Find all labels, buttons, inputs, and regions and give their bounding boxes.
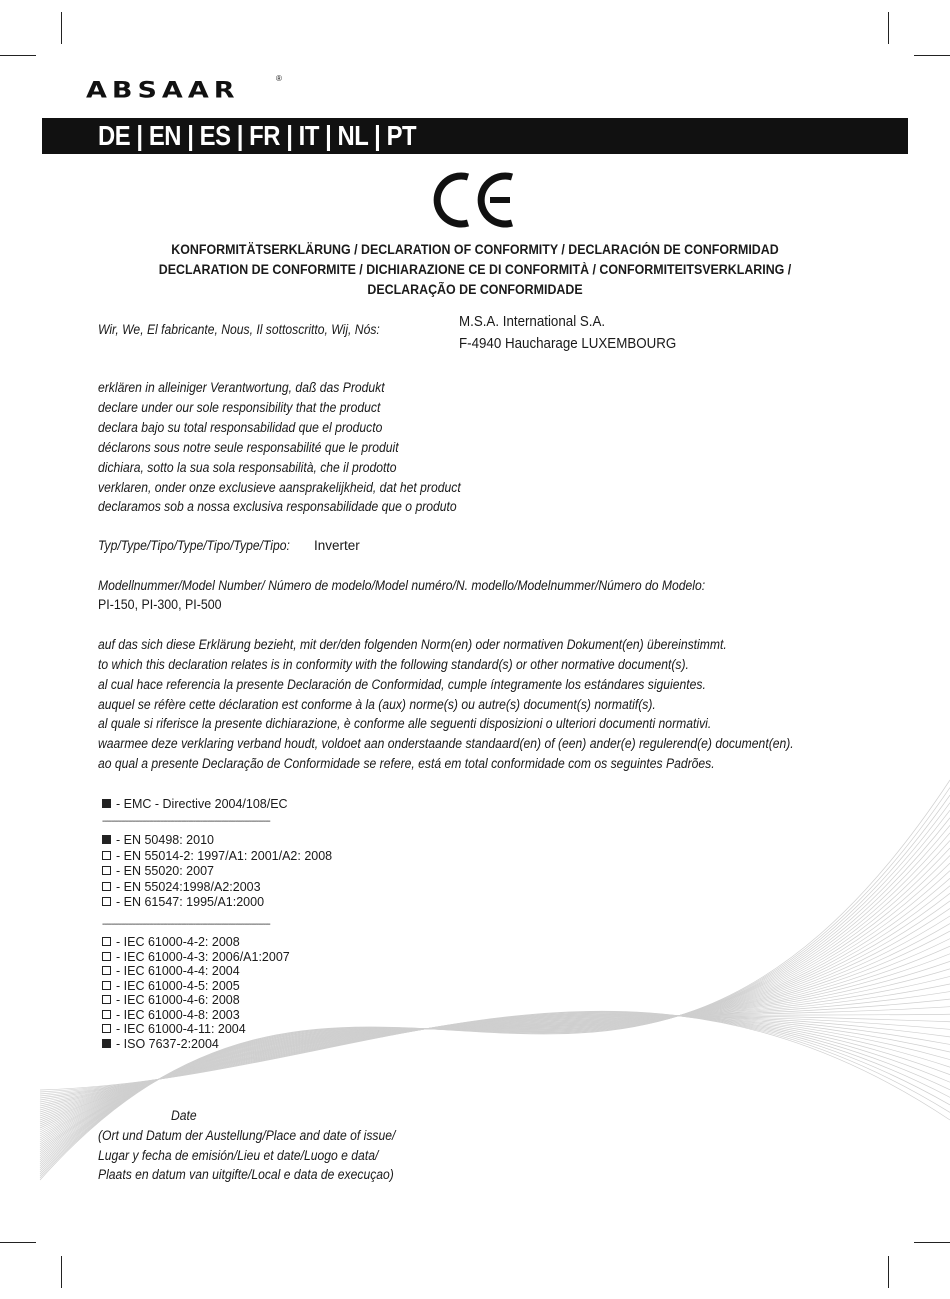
standard-text: - IEC 61000-4-11: 2004	[116, 1022, 246, 1036]
standard-item	[102, 964, 240, 978]
directive-text: - EMC - Directive 2004/108/EC	[116, 797, 288, 811]
date-label: Date	[171, 1108, 197, 1123]
crop-mark	[888, 1256, 889, 1288]
checkbox-empty-icon	[102, 866, 111, 875]
brand-logo: ABSAAR	[86, 78, 240, 104]
date-line: Plaats en datum van uitgifte/Local e data de execuçao)	[98, 1167, 394, 1182]
manufacturer-name: M.S.A. International S.A.	[459, 314, 606, 330]
conformity-line: al quale si riferisce la presente dichiarazione, è conforme alle seguenti disposizioni o ulteriori documenti normativi.	[98, 716, 712, 731]
declaration-line: déclarons sous notre seule responsabilité que le produit	[98, 440, 399, 455]
separator-line: ------------------------------------------------------------------------	[102, 816, 270, 827]
type-label: Typ/Type/Tipo/Type/Tipo/Type/Tipo:	[98, 538, 290, 553]
date-line: Lugar y fecha de emisión/Lieu et date/Luogo e data/	[98, 1148, 379, 1163]
declaration-line: declaramos sob a nossa exclusiva responsabilidade que o produto	[98, 499, 457, 514]
declaration-line: erklären in alleiniger Verantwortung, daß das Produkt	[98, 380, 385, 395]
manufacturer-label: Wir, We, El fabricante, Nous, Il sottoscritto, Wij, Nós:	[98, 322, 380, 337]
separator-line: ------------------------------------------------------------------------	[102, 919, 270, 930]
standard-item	[102, 833, 214, 847]
crop-mark	[61, 1256, 62, 1288]
standard-item	[102, 880, 261, 894]
checkbox-empty-icon	[102, 1024, 111, 1033]
manufacturer-address: F-4940 Haucharage LUXEMBOURG	[459, 336, 677, 352]
standard-item	[102, 1037, 219, 1051]
standard-text: - EN 55014-2: 1997/A1: 2001/A2: 2008	[116, 848, 333, 863]
crop-mark	[0, 55, 36, 56]
title-line: DECLARATION DE CONFORMITE / DICHIARAZIONE CE DI CONFORMITÀ / CONFORMITEITSVERKLARING /	[158, 262, 792, 277]
standard-text: - EN 55024:1998/A2:2003	[116, 879, 261, 894]
standard-text: - IEC 61000-4-6: 2008	[116, 993, 240, 1007]
standard-text: - EN 50498: 2010	[116, 833, 214, 847]
crop-mark	[914, 55, 950, 56]
crop-mark	[0, 1242, 36, 1243]
checkbox-empty-icon	[102, 966, 111, 975]
standard-text: - IEC 61000-4-5: 2005	[116, 978, 240, 993]
standard-item	[102, 1022, 246, 1036]
standard-item	[102, 993, 240, 1007]
checkbox-empty-icon	[102, 851, 111, 860]
checkbox-empty-icon	[102, 937, 111, 946]
checkbox-filled-icon	[102, 1039, 111, 1048]
standard-item	[102, 935, 240, 949]
standard-text: - IEC 61000-4-4: 2004	[116, 964, 240, 978]
type-value: Inverter	[314, 538, 360, 553]
directive-item	[102, 797, 288, 811]
standard-text: - ISO 7637-2:2004	[116, 1036, 219, 1051]
standard-item	[102, 895, 264, 909]
checkbox-empty-icon	[102, 981, 111, 990]
conformity-line: auquel se réfère cette déclaration est conforme à la (aux) norme(s) ou autre(s) document(s) normatif(s).	[98, 697, 656, 712]
crop-mark	[888, 12, 889, 44]
language-bar	[42, 118, 908, 154]
conformity-line: ao qual a presente Declaração de Conformidade se refere, está em total conformidade com os seguintes Padrões.	[98, 756, 715, 771]
model-label: Modellnummer/Model Number/ Número de modelo/Model numéro/N. modello/Modelnummer/Número do Modelo:	[98, 578, 706, 593]
model-value: PI-150, PI-300, PI-500	[98, 597, 222, 612]
ce-mark-icon	[432, 172, 518, 228]
checkbox-empty-icon	[102, 995, 111, 1004]
standard-text: - IEC 61000-4-8: 2003	[116, 1007, 240, 1022]
checkbox-empty-icon	[102, 952, 111, 961]
checkbox-icon	[102, 799, 111, 808]
standard-text: - IEC 61000-4-3: 2006/A1:2007	[116, 949, 290, 964]
conformity-line: waarmee deze verklaring verband houdt, voldoet aan onderstaande standaard(en) of (een) ander(e) regulerend(e) document(en).	[98, 736, 794, 751]
checkbox-empty-icon	[102, 1010, 111, 1019]
conformity-line: to which this declaration relates is in conformity with the following standard(s) or other normative document(s).	[98, 657, 689, 672]
checkbox-filled-icon	[102, 835, 111, 844]
declaration-line: declare under our sole responsibility that the product	[98, 400, 381, 415]
date-line: (Ort und Datum der Austellung/Place and date of issue/	[98, 1128, 396, 1143]
declaration-line: verklaren, onder onze exclusieve aansprakelijkheid, dat het product	[98, 480, 461, 495]
crop-mark	[914, 1242, 950, 1243]
conformity-line: auf das sich diese Erklärung bezieht, mit der/den folgenden Norm(en) oder normativen Dokument(en) übereinstimmt.	[98, 637, 727, 652]
standard-item	[102, 979, 240, 993]
language-codes: DE | EN | ES | FR | IT | NL | PT	[98, 120, 417, 151]
title-line: KONFORMITÄTSERKLÄRUNG / DECLARATION OF CONFORMITY / DECLARACIÓN DE CONFORMIDAD	[171, 242, 779, 257]
checkbox-empty-icon	[102, 897, 111, 906]
declaration-line: declara bajo su total responsabilidad que el producto	[98, 420, 383, 435]
crop-mark	[61, 12, 62, 44]
standard-item	[102, 1008, 240, 1022]
standard-text: - EN 55020: 2007	[116, 864, 214, 878]
standard-text: - IEC 61000-4-2: 2008	[116, 935, 240, 949]
standard-item	[102, 849, 332, 863]
declaration-line: dichiara, sotto la sua sola responsabilità, che il prodotto	[98, 460, 397, 475]
standard-text: - EN 61547: 1995/A1:2000	[116, 895, 265, 909]
title-line: DECLARAÇÃO DE CONFORMIDADE	[367, 282, 583, 297]
standard-item	[102, 864, 214, 878]
registered-mark: ®	[276, 74, 282, 83]
conformity-line: al cual hace referencia la presente Declaración de Conformidad, cumple íntegramente los estándares siguientes.	[98, 677, 706, 692]
checkbox-empty-icon	[102, 882, 111, 891]
standard-item	[102, 950, 290, 964]
